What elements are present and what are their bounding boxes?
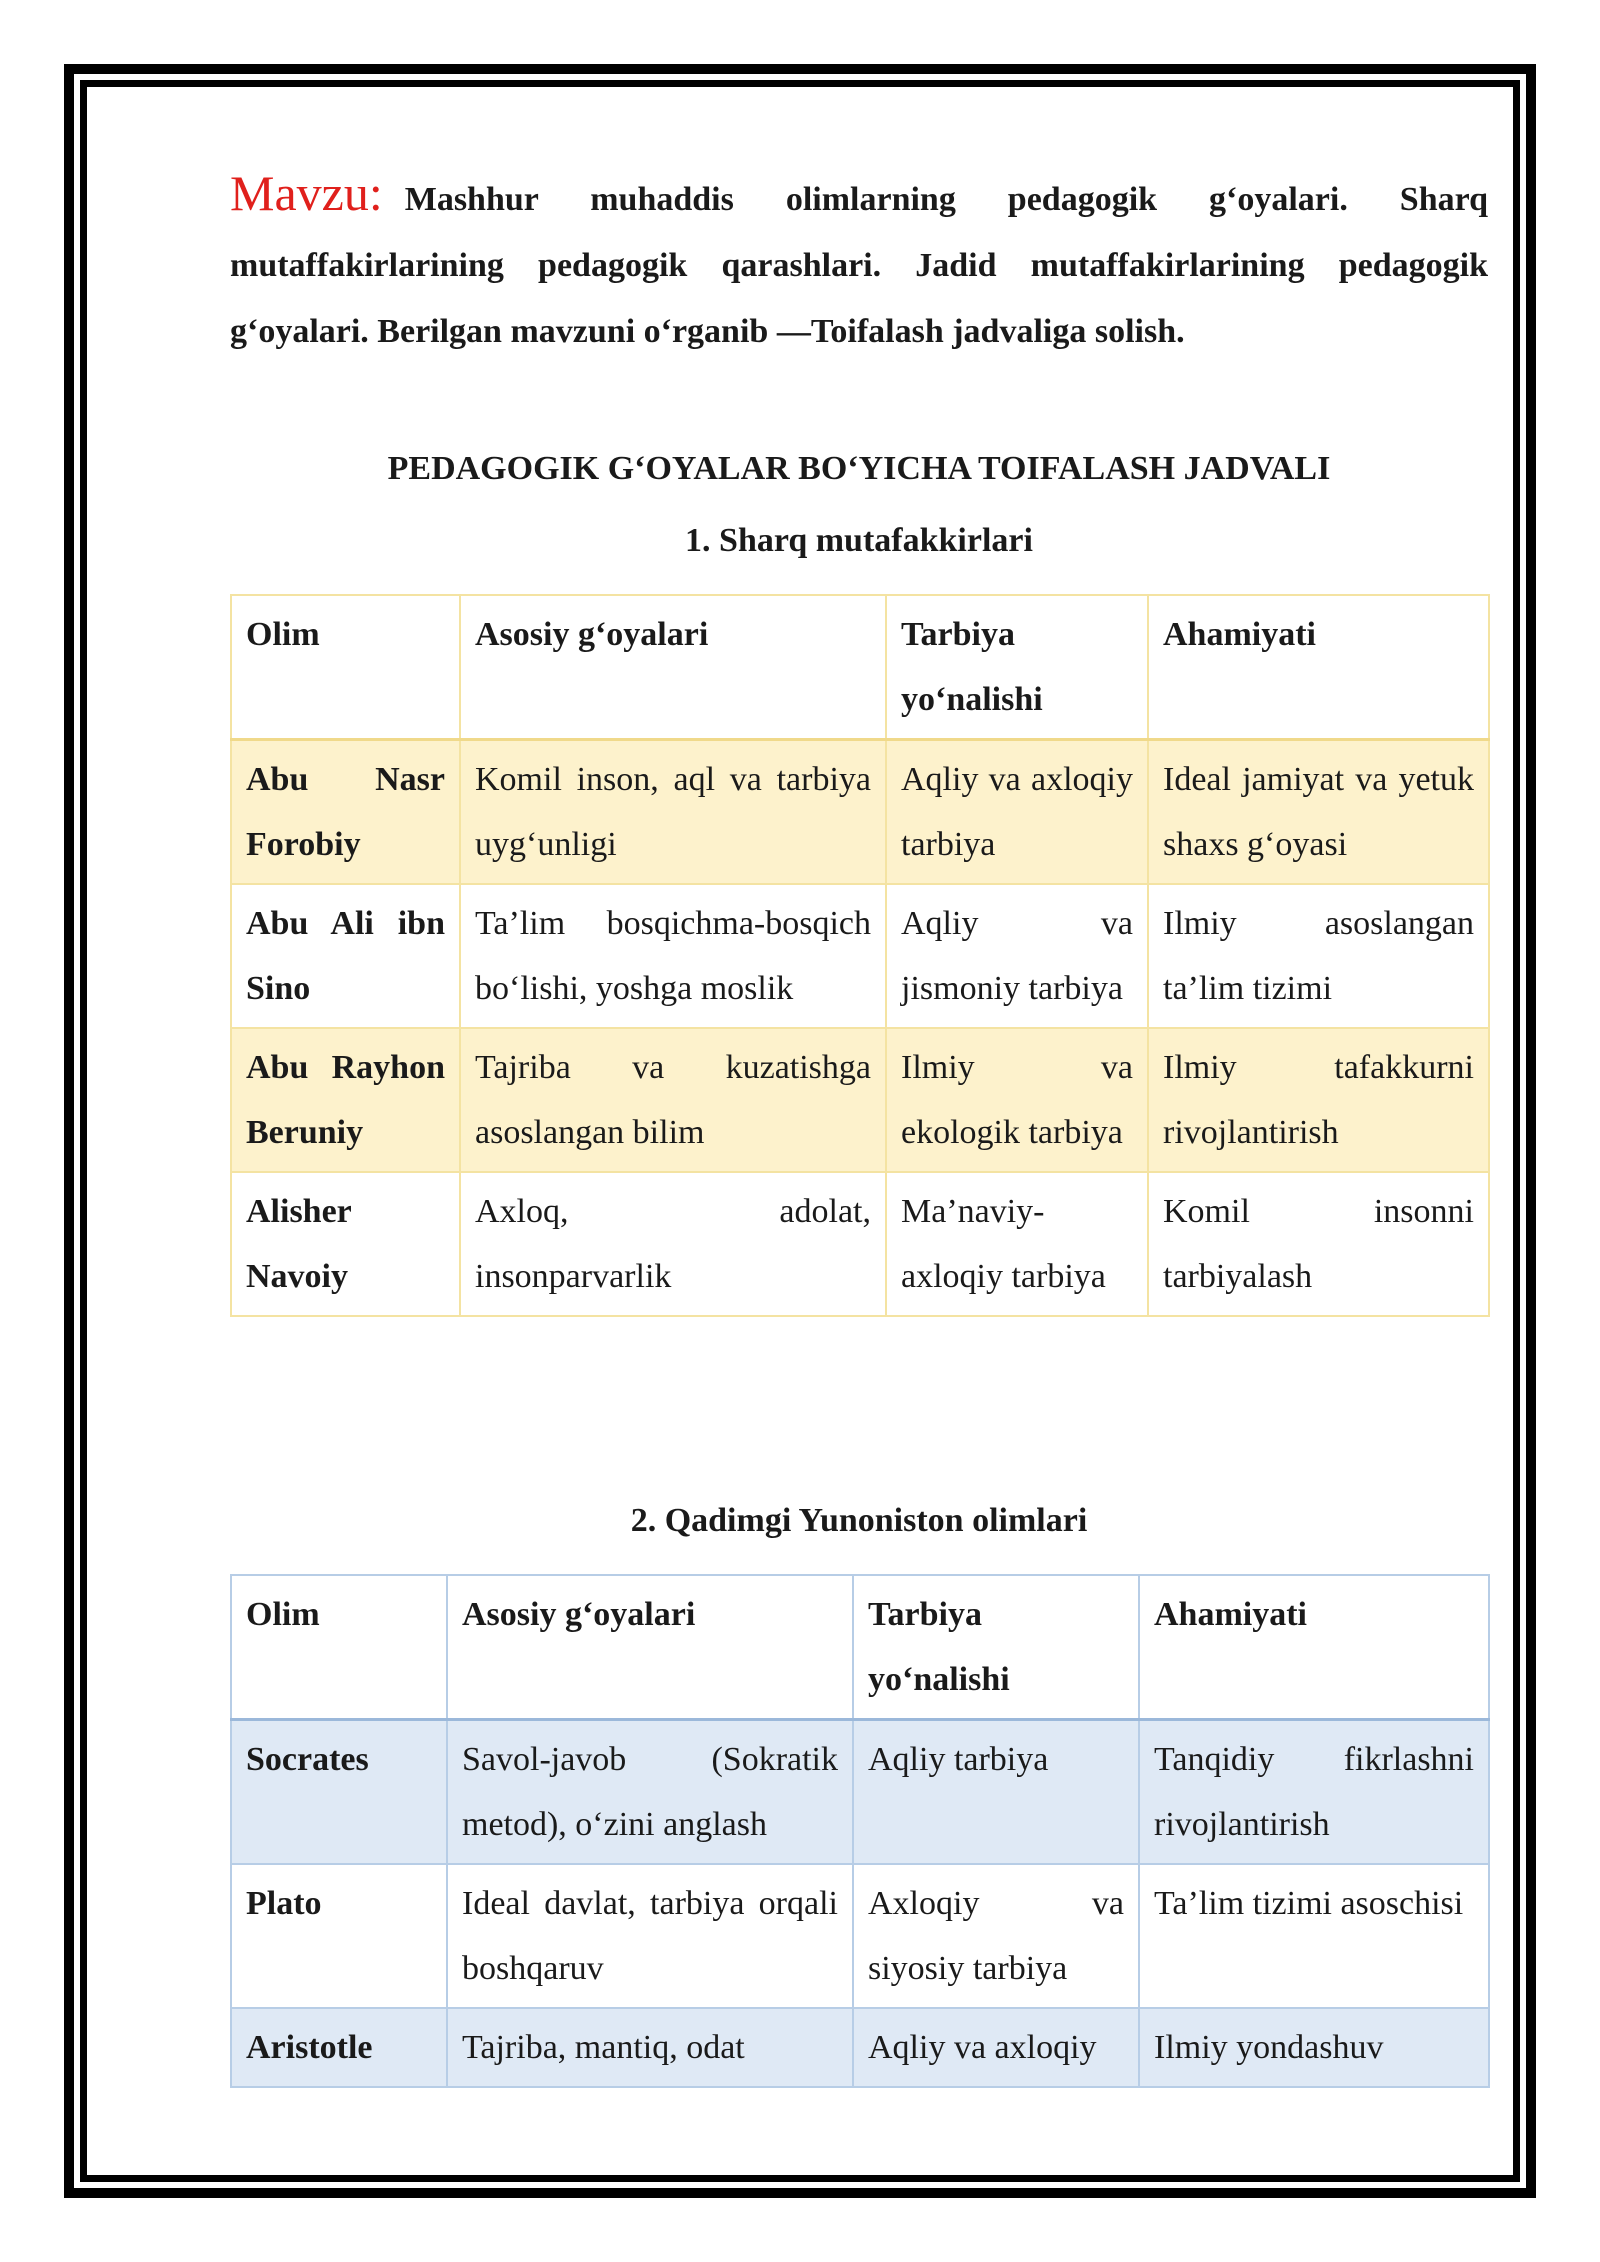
cell-tarbiya: Ma’naviy-axloqiy tarbiya [886, 1172, 1148, 1316]
table-row [231, 2008, 1489, 2087]
table-row [231, 1864, 1489, 2008]
column-header: Asosiy g‘oyalari [447, 1575, 853, 1720]
table-row [231, 740, 1489, 885]
table-row [231, 1028, 1489, 1172]
cell-olim: Abu Rayhon Beruniy [231, 1028, 460, 1172]
table-row [231, 884, 1489, 1028]
cell-ahamiyati: Ideal jamiyat va yetuk shaxs g‘oyasi [1148, 740, 1489, 885]
cell-ahamiyati: Ilmiy asoslangan ta’lim tizimi [1148, 884, 1489, 1028]
cell-ahamiyati: Ilmiy tafakkurni rivojlantirish [1148, 1028, 1489, 1172]
cell-olim: Plato [231, 1864, 447, 2008]
column-header: Olim [231, 595, 460, 740]
cell-goyalari: Savol-javob (Sokratik metod), o‘zini anglash [447, 1720, 853, 1865]
cell-tarbiya: Axloqiy va siyosiy tarbiya [853, 1864, 1139, 2008]
column-header: Olim [231, 1575, 447, 1720]
column-header: Tarbiya yo‘nalishi [853, 1575, 1139, 1720]
table-row [231, 1172, 1489, 1316]
table-sharq [230, 594, 1490, 1317]
cell-goyalari: Tajriba va kuzatishga asoslangan bilim [460, 1028, 886, 1172]
cell-goyalari: Axloq, adolat, insonparvarlik [460, 1172, 886, 1316]
table-row [231, 1720, 1489, 1865]
cell-ahamiyati: Ilmiy yondashuv [1139, 2008, 1489, 2087]
cell-tarbiya: Aqliy va axloqiy tarbiya [886, 740, 1148, 885]
cell-goyalari: Ideal davlat, tarbiya orqali boshqaruv [447, 1864, 853, 2008]
cell-olim: Abu Ali ibn Sino [231, 884, 460, 1028]
column-header: Tarbiya yo‘nalishi [886, 595, 1148, 740]
cell-tarbiya: Aqliy va jismoniy tarbiya [886, 884, 1148, 1028]
section-title-2: 2. Qadimgi Yunoniston olimlari [630, 1502, 1088, 1539]
cell-goyalari: Komil inson, aql va tarbiya uyg‘unligi [460, 740, 886, 885]
topic-label: Mavzu: [230, 165, 383, 221]
section-title-1: 1. Sharq mutafakkirlari [685, 522, 1033, 559]
table-yunoniston [230, 1574, 1490, 2088]
cell-tarbiya: Aqliy va axloqiy [853, 2008, 1139, 2087]
column-header: Ahamiyati [1139, 1575, 1489, 1720]
cell-goyalari: Tajriba, mantiq, odat [447, 2008, 853, 2087]
table-header-row [231, 595, 1489, 740]
cell-olim: Aristotle [231, 2008, 447, 2087]
document-title: PEDAGOGIK G‘OYALAR BO‘YICHA TOIFALASH JADVALI [387, 450, 1331, 487]
cell-olim: Abu Nasr Forobiy [231, 740, 460, 885]
cell-olim: Alisher Navoiy [231, 1172, 460, 1316]
cell-goyalari: Ta’lim bosqichma-bosqich bo‘lishi, yoshga moslik [460, 884, 886, 1028]
cell-ahamiyati: Komil insonni tarbiyalash [1148, 1172, 1489, 1316]
cell-ahamiyati: Ta’lim tizimi asoschisi [1139, 1864, 1489, 2008]
cell-tarbiya: Ilmiy va ekologik tarbiya [886, 1028, 1148, 1172]
page-content [230, 160, 1488, 2066]
table-header-row [231, 1575, 1489, 1720]
topic-paragraph [230, 160, 1488, 365]
cell-tarbiya: Aqliy tarbiya [853, 1720, 1139, 1865]
column-header: Ahamiyati [1148, 595, 1489, 740]
topic-text: Mashhur muhaddis olimlarning pedagogik g‘oyalari. Sharq mutaffakirlarining pedagogik qarashlari. Jadid mutaffakirlarining pedagogik g‘oyalari. Berilgan mavzuni o‘rganib —Toifalash jadvaliga solish. [230, 181, 1488, 350]
column-header: Asosiy g‘oyalari [460, 595, 886, 740]
cell-olim: Socrates [231, 1720, 447, 1865]
cell-ahamiyati: Tanqidiy fikrlashni rivojlantirish [1139, 1720, 1489, 1865]
